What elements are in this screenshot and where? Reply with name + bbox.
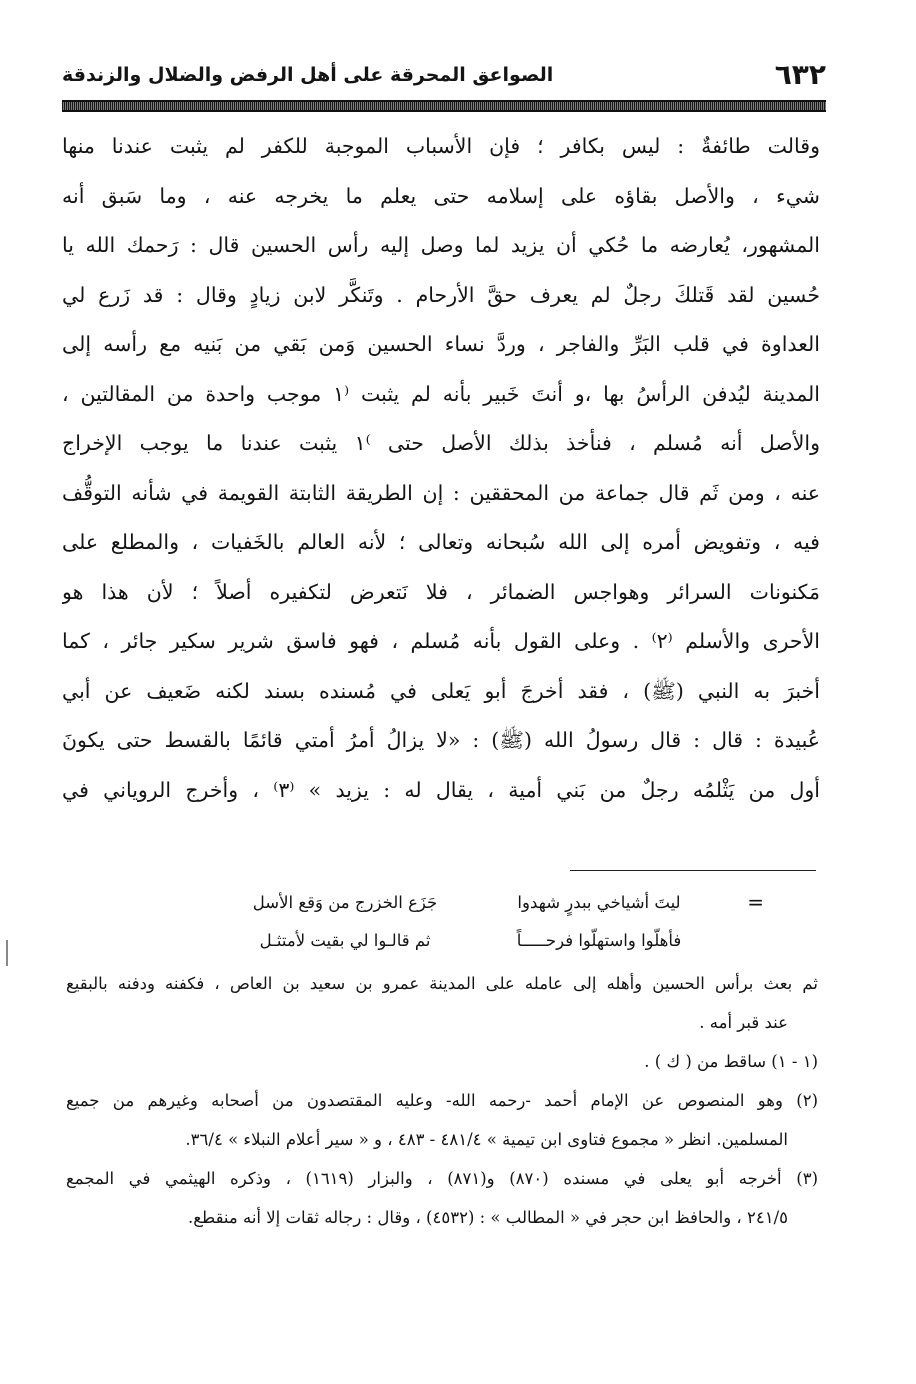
main-text <box>62 122 820 815</box>
text-line: الأحرى والأسلم ⁽٢⁾ . وعلى القول بأنه مُسلم ، فهو فاسق شرير سكير جائر ، كما <box>62 629 820 653</box>
verse-second-hemistich: ثم قالـوا لي بقيت لأمتثـل <box>259 931 431 950</box>
text-line: المدينة ليُدفن الرأسُ بها ،و أنتَ خَبير بأنه لم يثبت ⁽١ موجب واحدة من المقالتين ، <box>62 381 820 406</box>
page-number: ٦٣٢ <box>774 58 826 91</box>
text-line: العداوة في قلب البَرِّ والفاجر ، وردَّ نساء الحسين وَمن بَقي من بَنيه مع رأسه إلى <box>62 332 820 356</box>
poetry-block <box>150 884 770 960</box>
footnote-line: ثم بعث برأس الحسين وأهله إلى عامله على المدينة عمرو بن سعيد بن العاص ، فكفنه ودفنه بالبقيع <box>66 974 818 993</box>
text-line: وقالت طائفةٌ : ليس بكافر ؛ فإن الأسباب الموجبة للكفر لم يثبت عندنا منها <box>62 134 820 158</box>
footnote-line: (١ - ١) ساقط من ( ك ) . <box>644 1052 818 1071</box>
footnote-line: (٢) وهو المنصوص عن الإمام أحمد -رحمه الله- وعليه المقتصدون من أصحابه وغيرهم من جميع <box>66 1091 818 1110</box>
verse-first-hemistich: فأهلّوا واستهلّوا فرحـــــاً <box>516 931 682 950</box>
text-line: أخبرَ به النبي (ﷺ) ، فقد أخرجَ أبو يَعلى في مُسنده بسند لكنه ضَعيف عن أبي <box>62 678 820 703</box>
text-line: عنه ، ومن ثَم قال جماعة من المحققين : إن الطريقة الثابتة القويمة في شأنه التوقُّف <box>62 480 820 505</box>
footnotes <box>66 964 818 1237</box>
footnote-line: عند قبر أمه . <box>699 1013 788 1032</box>
verse-second-hemistich: جَزَع الخزرج من وَقع الأسل <box>252 893 438 912</box>
running-title: الصواعق المحرقة على أهل الرفض والضلال والزندقة <box>62 64 554 86</box>
text-line: حُسين لقد قَتلكَ رجلٌ لم يعرف حقَّ الأرحام . وتَنكَّر لابن زيادٍ وقال : قد زَرع لي <box>62 282 820 307</box>
verse-first-hemistich: ليتَ أشياخي ببدرٍ شهدوا <box>517 893 681 912</box>
footnote-separator <box>570 870 816 871</box>
footnote-line: المسلمين. انظر « مجموع فتاوى ابن تيمية » ٤٨١/٤ - ٤٨٣ ، و « سير أعلام النبلاء » ٣٦/٤. <box>185 1130 788 1149</box>
verse-line <box>150 884 770 922</box>
text-line: المشهور، يُعارضه ما حُكي أن يزيد لما وصل إليه رأس الحسين قال : رَحمك الله يا <box>62 233 820 257</box>
text-line: والأصل أنه مُسلم ، فنأخذ بذلك الأصل حتى ⁾١ يثبت عندنا ما يوجب الإخراج <box>62 431 820 455</box>
text-line: مَكنونات السرائر وهواجس الضمائر ، فلا نَتعرض لتكفيره أصلاً ؛ لأن هذا هو <box>62 579 820 604</box>
header-rule <box>62 100 826 112</box>
page-edge-mark <box>6 940 8 966</box>
text-line: فيه ، وتفويض أمره إلى الله سُبحانه وتعالى ؛ لأنه العالم بالخَفيات ، والمطلع على <box>62 530 820 554</box>
footnote-line: (٣) أخرجه أبو يعلى في مسنده (٨٧٠) و(٨٧١) ، والبزار (١٦١٩) ، وذكره الهيثمي في المجمع <box>66 1169 818 1188</box>
text-line: شيء ، والأصل بقاؤه على إسلامه حتى يعلم ما يخرجه عنه ، وما سَبق أنه <box>62 183 820 208</box>
page-header <box>62 56 826 96</box>
footnote-line: ٢٤١/٥ ، والحافظ ابن حجر في « المطالب » : (٤٥٣٢) ، وقال : رجاله ثقات إلا أنه منقطع. <box>188 1208 788 1227</box>
text-line: عُبيدة : قال : قال رسولُ الله (ﷺ) : «لا يزالُ أمرُ أمتي قائمًا بالقسط حتى يكونَ <box>62 728 820 752</box>
text-line: أول من يَثْلمُه رجلٌ من بَني أمية ، يقال له : يزيد » ⁽٣⁾ ، وأخرج الروياني في <box>62 777 820 802</box>
verse-line <box>150 922 770 960</box>
continuation-mark: = <box>747 890 764 914</box>
